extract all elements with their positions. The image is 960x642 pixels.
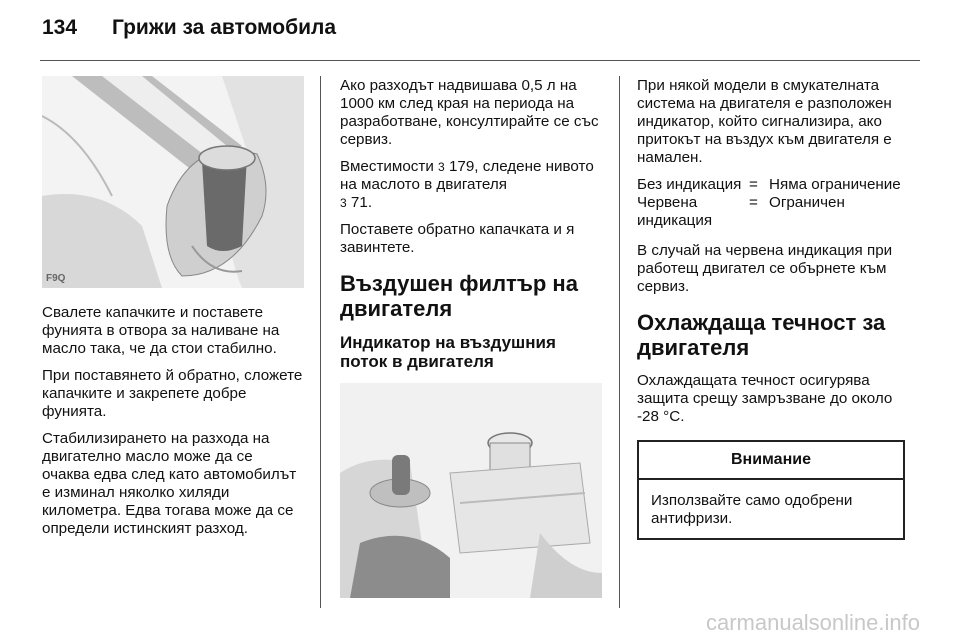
subsection-heading: Индикатор на въздушния поток в двигателя [340,333,556,371]
paragraph-text: , следене нивото на маслото в двигателя [340,158,594,193]
page-header [42,16,336,50]
column-right [637,77,905,540]
header-rule [40,60,920,61]
notice-title: Внимание [639,442,903,480]
watermark: carmanualsonline.info [705,610,920,635]
paragraph: Ако разходът надвишава 0,5 л на 1000 км след края на периода на разработване, консултирайте се със сервиз. [340,77,599,148]
indicator-row [637,194,905,230]
indicator-row [637,176,905,194]
column-divider [320,76,321,608]
notice-body: Използвайте само одобрени антифризи. [651,492,853,527]
equals-sign: = [749,194,758,211]
caution-notice [637,440,905,540]
indicator-term: Червена индикация [637,194,713,229]
paragraph: Стабилизирането на разхода на двигателно масло може да се очаква едва след като автомобилът е изминал няколко хиляди километра. Едва тогава може да се определи истинският разход. [42,430,297,537]
page-reference-icon: 3 [340,196,347,210]
paragraph-text: Вместимости [340,158,439,175]
indicator-value: Ограничен [769,194,845,211]
indicator-term: Без индикация [637,176,742,193]
column-left [42,76,304,547]
paragraph: При някой модели в смукателната система на двигателя е разположен индикатор, който сигнализира, ако притокът на въздух към двигателя е намален. [637,77,892,166]
paragraph: Свалете капачките и поставете фунията в отвора за наливане на масло така, че да стои стабилно. [42,304,280,357]
page-reference[interactable]: 179 [448,158,475,175]
indicator-value: Няма ограничение [769,176,901,193]
paragraph: В случай на червена индикация при работещ двигател се обърнете към сервиз. [637,242,893,295]
page-reference-icon: 3 [438,160,445,174]
section-heading: Охлаждаща течност за двигателя [637,310,886,360]
page-title: Грижи за автомобила [112,16,337,39]
paragraph: При поставянето й обратно, сложете капачките и закрепете добре фунията. [42,367,303,420]
paragraph-with-refs [340,158,602,212]
paragraph: Охлаждащата течност осигурява защита срещу замръзване до около -28 °C. [637,372,893,425]
paragraph: Поставете обратно капачката и я завинтете. [340,221,575,256]
figure-label: F9Q [46,273,66,284]
page-number: 134 [42,16,78,39]
equals-sign: = [749,176,758,193]
page-reference[interactable]: 71 [350,194,368,211]
oil-funnel-illustration [42,76,304,288]
indicator-table [637,176,905,230]
air-flow-indicator-figure [340,383,602,598]
column-divider [619,76,620,608]
engine-bay-illustration [340,383,602,598]
paragraph-text: . [367,194,373,211]
section-heading: Въздушен филтър на двигателя [340,271,578,321]
column-middle [340,77,602,598]
oil-funnel-figure [42,76,304,288]
